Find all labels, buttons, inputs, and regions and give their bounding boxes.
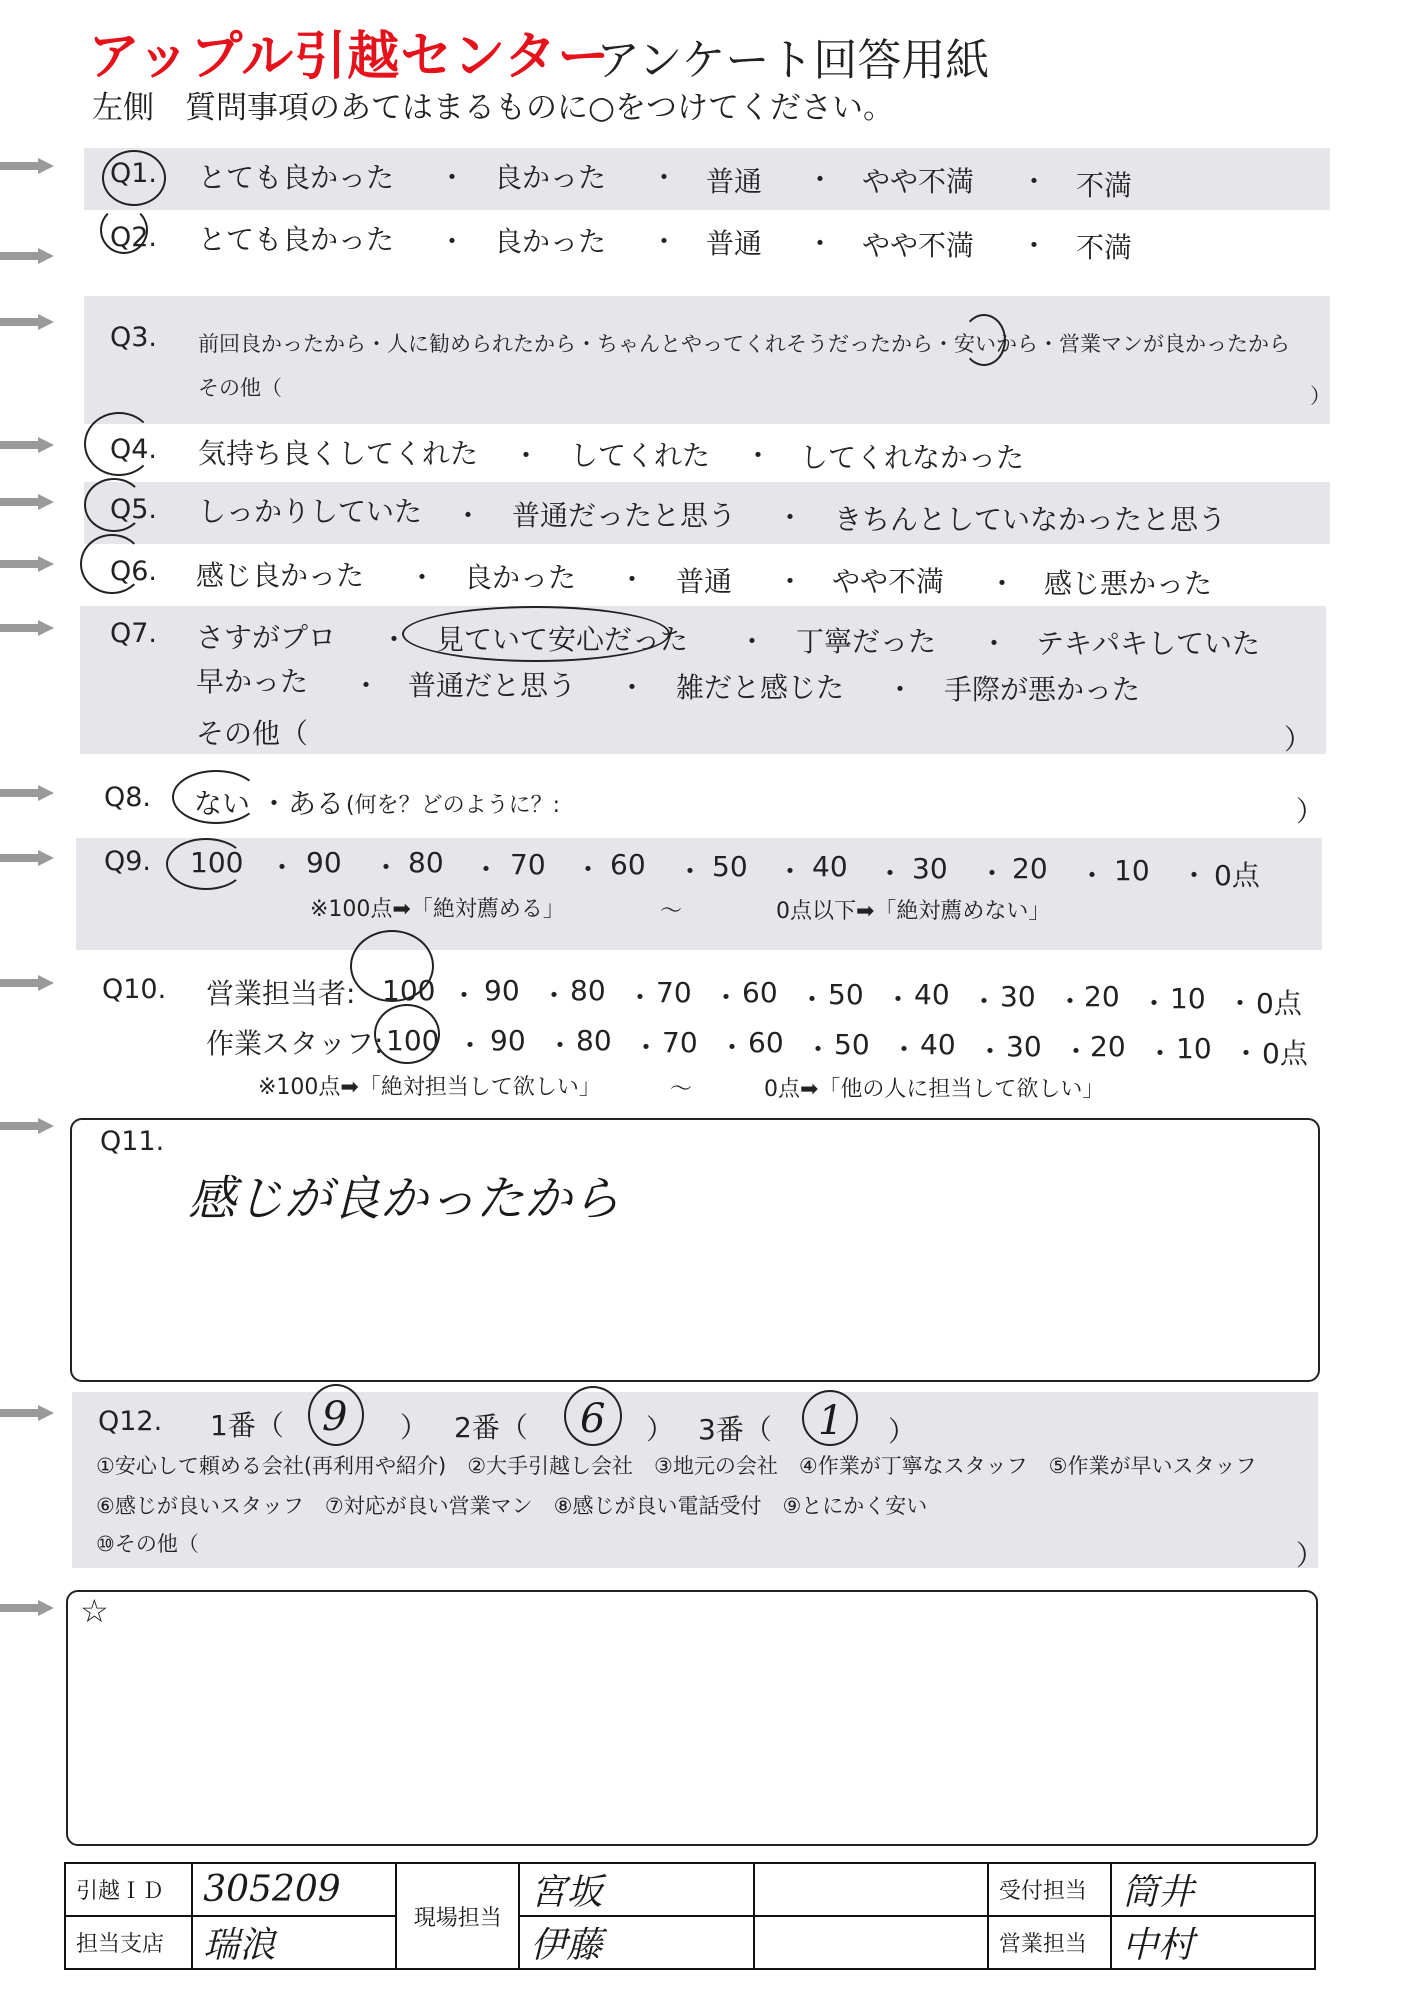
q9-score[interactable]: 20 xyxy=(1012,852,1048,885)
staff-info-table xyxy=(64,1862,1316,1970)
q12-choices-row2: ⑥感じが良いスタッフ ⑦対応が良い営業マン ⑧感じが良い電話受付 ⑨とにかく安い xyxy=(96,1494,928,1518)
separator-dot: ・ xyxy=(632,1031,661,1064)
site-staff-1-value: 宮坂 xyxy=(530,1872,603,1913)
q4-option[interactable]: 気持ち良くしてくれた xyxy=(198,437,479,470)
q8-close: ） xyxy=(1296,795,1325,828)
separator-dot: ・ xyxy=(650,225,679,258)
separator-dot: ・ xyxy=(472,853,501,886)
separator-dot: ・ xyxy=(744,439,773,472)
separator-dot: ・ xyxy=(890,1033,919,1066)
separator-dot: ・ xyxy=(718,1031,747,1064)
q7-option[interactable]: 見ていて安心だった xyxy=(436,623,689,656)
q10-staff-score[interactable]: 70 xyxy=(662,1026,698,1059)
q1-option[interactable]: 良かった xyxy=(494,161,607,194)
selection-circle-mark xyxy=(802,1390,858,1446)
q10-sales-score[interactable]: 20 xyxy=(1084,980,1120,1013)
q11-answer-box[interactable] xyxy=(70,1118,1320,1382)
selection-circle-mark xyxy=(84,478,144,532)
q12-third-label: 3番（ xyxy=(698,1413,772,1446)
selection-circle-mark xyxy=(84,412,154,476)
q2-option[interactable]: やや不満 xyxy=(862,229,975,262)
reception-label: 受付担当 xyxy=(988,1863,1111,1916)
separator-dot: ・ xyxy=(352,669,381,702)
separator-dot: ・ xyxy=(1146,1037,1175,1070)
branch-label: 担当支店 xyxy=(65,1916,192,1969)
margin-arrow-icon xyxy=(0,314,56,330)
q10-sales-score[interactable]: 90 xyxy=(484,974,520,1007)
q9-score[interactable]: 70 xyxy=(510,848,546,881)
separator-dot: ・ xyxy=(618,563,647,596)
empty-cell xyxy=(754,1863,988,1916)
separator-dot: ・ xyxy=(776,565,805,598)
separator-dot: ・ xyxy=(574,853,603,886)
q5-option[interactable]: 普通だったと思う xyxy=(512,499,737,532)
q10-sales-score[interactable]: 100 xyxy=(382,974,436,1007)
q10-sales-score[interactable]: 60 xyxy=(742,976,778,1009)
q9-note-right: 0点以下➡「絶対薦めない」 xyxy=(776,899,1051,924)
margin-arrow-icon xyxy=(0,785,56,801)
selection-circle-mark xyxy=(402,606,670,662)
separator-dot: ・ xyxy=(806,227,835,260)
q12-choices-row3: ⑩その他（ xyxy=(96,1532,199,1556)
q6-option[interactable]: 良かった xyxy=(464,561,577,594)
q5-option[interactable]: きちんとしていなかったと思う xyxy=(834,503,1227,536)
separator-dot: ・ xyxy=(1078,859,1107,892)
q12-second-value[interactable]: 6 xyxy=(580,1396,606,1442)
site-staff-cell xyxy=(519,1863,753,1916)
margin-arrow-icon xyxy=(0,850,56,866)
separator-dot: ・ xyxy=(260,787,289,820)
star-icon: ☆ xyxy=(80,1592,109,1630)
q11-handwritten-answer: 感じが良かったから xyxy=(188,1171,621,1227)
q12-first-close: ） xyxy=(400,1411,429,1444)
margin-arrow-icon xyxy=(0,437,56,453)
sales-cell xyxy=(1111,1916,1315,1969)
comment-box[interactable] xyxy=(66,1590,1318,1846)
q3-band xyxy=(84,296,1330,424)
margin-arrow-icon xyxy=(0,1405,56,1421)
q1-label: Q1. xyxy=(110,158,158,189)
separator-dot: ・ xyxy=(1232,1037,1261,1070)
document-title: アンケート回答用紙 xyxy=(596,35,990,86)
margin-arrow-icon xyxy=(0,1118,56,1134)
q10-staff-score[interactable]: 60 xyxy=(748,1026,784,1059)
q2-option[interactable]: とても良かった xyxy=(198,223,395,256)
margin-arrow-icon xyxy=(0,158,56,174)
reception-cell xyxy=(1111,1863,1315,1916)
q10-staff-score[interactable]: 30 xyxy=(1006,1030,1042,1063)
empty-cell xyxy=(754,1916,988,1969)
separator-dot: ・ xyxy=(988,567,1017,600)
q1-option[interactable]: 普通 xyxy=(706,165,763,198)
q8-label: Q8. xyxy=(104,782,152,813)
q3-options[interactable]: 前回良かったから・人に勧められたから・ちゃんとやってくれそうだったから・安いから・営業マンが良かったから xyxy=(198,332,1290,356)
q10-staff-score[interactable]: 40 xyxy=(920,1028,956,1061)
q5-option[interactable]: しっかりしていた xyxy=(198,495,423,528)
q12-third-close: ） xyxy=(888,1415,917,1448)
q5-label: Q5. xyxy=(110,494,158,525)
q10-sales-label: 営業担当者: xyxy=(206,977,356,1010)
move-id-label: 引越ＩＤ xyxy=(65,1863,192,1916)
q6-option[interactable]: やや不満 xyxy=(832,565,945,598)
separator-dot: ・ xyxy=(970,985,999,1018)
sales-label: 営業担当 xyxy=(988,1916,1111,1969)
move-id-value: 305209 xyxy=(203,1869,341,1910)
q3-other-close: ） xyxy=(1310,384,1331,408)
brand-title: アップル引越センター xyxy=(88,27,611,87)
separator-dot: ・ xyxy=(1020,165,1049,198)
separator-dot: ・ xyxy=(1020,229,1049,262)
separator-dot: ・ xyxy=(512,439,541,472)
site-staff-2-value: 伊藤 xyxy=(530,1925,603,1966)
q2-option[interactable]: 普通 xyxy=(706,227,763,260)
q7-option[interactable]: 丁寧だった xyxy=(796,625,937,658)
q9-score[interactable]: 30 xyxy=(912,852,948,885)
instruction-text: 左側 質問事項のあてはまるものに○をつけてください。 xyxy=(92,90,895,126)
q10-sales-score[interactable]: 80 xyxy=(570,974,606,1007)
q2-option[interactable]: 良かった xyxy=(494,225,607,258)
q12-second-label: 2番（ xyxy=(454,1411,528,1444)
q9-score[interactable]: 80 xyxy=(408,846,444,879)
q10-sales-score[interactable]: 70 xyxy=(656,976,692,1009)
separator-dot: ・ xyxy=(1056,985,1085,1018)
branch-value: 瑞浪 xyxy=(203,1925,276,1966)
q9-score[interactable]: 50 xyxy=(712,850,748,883)
separator-dot: ・ xyxy=(738,625,767,658)
selection-circle-mark xyxy=(374,1004,440,1064)
q6-option[interactable]: 感じ良かった xyxy=(196,559,365,592)
q12-first-label: 1番（ xyxy=(210,1409,284,1442)
q9-score[interactable]: 0点 xyxy=(1214,859,1260,892)
q12-label: Q12. xyxy=(98,1406,163,1437)
q10-label: Q10. xyxy=(102,974,167,1005)
selection-circle-mark xyxy=(100,206,148,254)
margin-arrow-icon xyxy=(0,1600,56,1616)
q10-note-tilde: ～ xyxy=(670,1077,693,1102)
q10-note-left: ※100点➡「絶対担当して欲しい」 xyxy=(258,1075,601,1100)
separator-dot: ・ xyxy=(978,857,1007,890)
q10-sales-score[interactable]: 50 xyxy=(828,978,864,1011)
q3-label: Q3. xyxy=(110,322,158,353)
margin-arrow-icon xyxy=(0,975,56,991)
selection-circle-mark xyxy=(166,838,246,890)
separator-dot: ・ xyxy=(712,981,741,1014)
q4-option[interactable]: してくれなかった xyxy=(800,441,1025,474)
q9-score[interactable]: 10 xyxy=(1114,854,1150,887)
separator-dot: ・ xyxy=(1140,987,1169,1020)
q9-score[interactable]: 100 xyxy=(190,846,244,879)
q10-staff-label: 作業スタッフ: xyxy=(206,1027,384,1060)
q2-label: Q2. xyxy=(110,222,158,253)
q2-option[interactable]: 不満 xyxy=(1076,231,1133,264)
separator-dot: ・ xyxy=(650,161,679,194)
separator-dot: ・ xyxy=(450,979,479,1012)
q10-sales-score[interactable]: 10 xyxy=(1170,982,1206,1015)
q10-staff-score[interactable]: 50 xyxy=(834,1028,870,1061)
q7-option[interactable]: 早かった xyxy=(196,665,309,698)
separator-dot: ・ xyxy=(776,855,805,888)
q7-label: Q7. xyxy=(110,618,158,649)
q12-second-close: ） xyxy=(646,1413,675,1446)
selection-circle-mark xyxy=(308,1384,364,1446)
separator-dot: ・ xyxy=(1062,1035,1091,1068)
selection-circle-mark xyxy=(962,314,1006,366)
q7-other[interactable]: その他（ xyxy=(196,717,309,750)
q10-staff-score[interactable]: 90 xyxy=(490,1024,526,1057)
site-staff-label: 現場担当 xyxy=(396,1863,519,1969)
separator-dot: ・ xyxy=(1226,987,1255,1020)
q10-staff-score[interactable]: 20 xyxy=(1090,1030,1126,1063)
q8-note: (何を？どのように？: xyxy=(346,793,560,818)
margin-arrow-icon xyxy=(0,494,56,510)
q9-label: Q9. xyxy=(104,846,152,877)
q6-option[interactable]: 普通 xyxy=(676,565,733,598)
reception-value: 筒井 xyxy=(1121,1872,1194,1913)
separator-dot: ・ xyxy=(408,561,437,594)
separator-dot: ・ xyxy=(1180,859,1209,892)
selection-circle-mark xyxy=(102,150,166,206)
q9-score[interactable]: 40 xyxy=(812,850,848,883)
margin-arrow-icon xyxy=(0,248,56,264)
q10-staff-score[interactable]: 80 xyxy=(576,1024,612,1057)
q10-note-right: 0点➡「他の人に担当して欲しい」 xyxy=(764,1077,1105,1102)
q4-label: Q4. xyxy=(110,434,158,465)
q7-option[interactable]: 普通だと思う xyxy=(408,669,577,702)
separator-dot: ・ xyxy=(776,501,805,534)
q12-other-close: ） xyxy=(1296,1539,1325,1572)
branch-cell xyxy=(192,1916,396,1969)
q1-option[interactable]: やや不満 xyxy=(862,165,975,198)
q8-option-no[interactable]: ない xyxy=(194,787,251,820)
separator-dot: ・ xyxy=(268,851,297,884)
separator-dot: ・ xyxy=(806,163,835,196)
q10-sales-score[interactable]: 0点 xyxy=(1256,987,1302,1020)
q10-sales-score[interactable]: 30 xyxy=(1000,980,1036,1013)
separator-dot: ・ xyxy=(884,983,913,1016)
q10-staff-score[interactable]: 10 xyxy=(1176,1032,1212,1065)
separator-dot: ・ xyxy=(876,857,905,890)
q7-option[interactable]: テキパキしていた xyxy=(1036,627,1261,660)
separator-dot: ・ xyxy=(626,981,655,1014)
q1-option[interactable]: とても良かった xyxy=(198,161,395,194)
margin-arrow-icon xyxy=(0,556,56,572)
q10-sales-score[interactable]: 40 xyxy=(914,978,950,1011)
separator-dot: ・ xyxy=(454,499,483,532)
separator-dot: ・ xyxy=(540,979,569,1012)
move-id-cell xyxy=(192,1863,396,1916)
q6-label: Q6. xyxy=(110,556,158,587)
q9-score[interactable]: 90 xyxy=(306,846,342,879)
q7-other-close: ） xyxy=(1284,723,1313,756)
q3-other[interactable]: その他（ xyxy=(198,376,282,400)
separator-dot: ・ xyxy=(676,855,705,888)
q12-third-value[interactable]: 1 xyxy=(818,1398,844,1444)
selection-circle-mark xyxy=(350,930,434,1002)
separator-dot: ・ xyxy=(438,161,467,194)
q9-score[interactable]: 60 xyxy=(610,848,646,881)
q12-first-value[interactable]: 9 xyxy=(322,1394,348,1440)
separator-dot: ・ xyxy=(886,673,915,706)
q9-note-tilde: ～ xyxy=(660,899,683,924)
q7-option[interactable]: さすがプロ xyxy=(196,621,337,654)
q4-option[interactable]: してくれた xyxy=(570,439,711,472)
selection-circle-mark xyxy=(80,534,144,594)
q7-option[interactable]: 雑だと感じた xyxy=(676,671,845,704)
sales-value: 中村 xyxy=(1121,1925,1194,1966)
q9-note-left: ※100点➡「絶対薦める」 xyxy=(310,897,565,922)
separator-dot: ・ xyxy=(438,225,467,258)
q8-option-yes[interactable]: ある xyxy=(288,787,345,820)
separator-dot: ・ xyxy=(546,1029,575,1062)
q7-option[interactable]: 手際が悪かった xyxy=(944,673,1141,706)
selection-circle-mark xyxy=(172,770,260,824)
q12-choices-row1: ①安心して頼める会社(再利用や紹介) ②大手引越し会社 ③地元の会社 ④作業が丁寧なスタッフ ⑤作業が早いスタッフ xyxy=(96,1454,1257,1478)
separator-dot: ・ xyxy=(976,1035,1005,1068)
q1-option[interactable]: 不満 xyxy=(1076,169,1133,202)
separator-dot: ・ xyxy=(618,671,647,704)
separator-dot: ・ xyxy=(804,1033,833,1066)
q11-label: Q11. xyxy=(100,1126,165,1157)
separator-dot: ・ xyxy=(798,983,827,1016)
separator-dot: ・ xyxy=(380,623,409,656)
separator-dot: ・ xyxy=(980,627,1009,660)
q6-option[interactable]: 感じ悪かった xyxy=(1044,567,1213,600)
separator-dot: ・ xyxy=(372,851,401,884)
margin-arrow-icon xyxy=(0,620,56,636)
site-staff-cell xyxy=(519,1916,753,1969)
q10-staff-score[interactable]: 0点 xyxy=(1262,1037,1308,1070)
selection-circle-mark xyxy=(564,1386,622,1446)
separator-dot: ・ xyxy=(456,1029,485,1062)
q10-staff-score[interactable]: 100 xyxy=(386,1024,440,1057)
